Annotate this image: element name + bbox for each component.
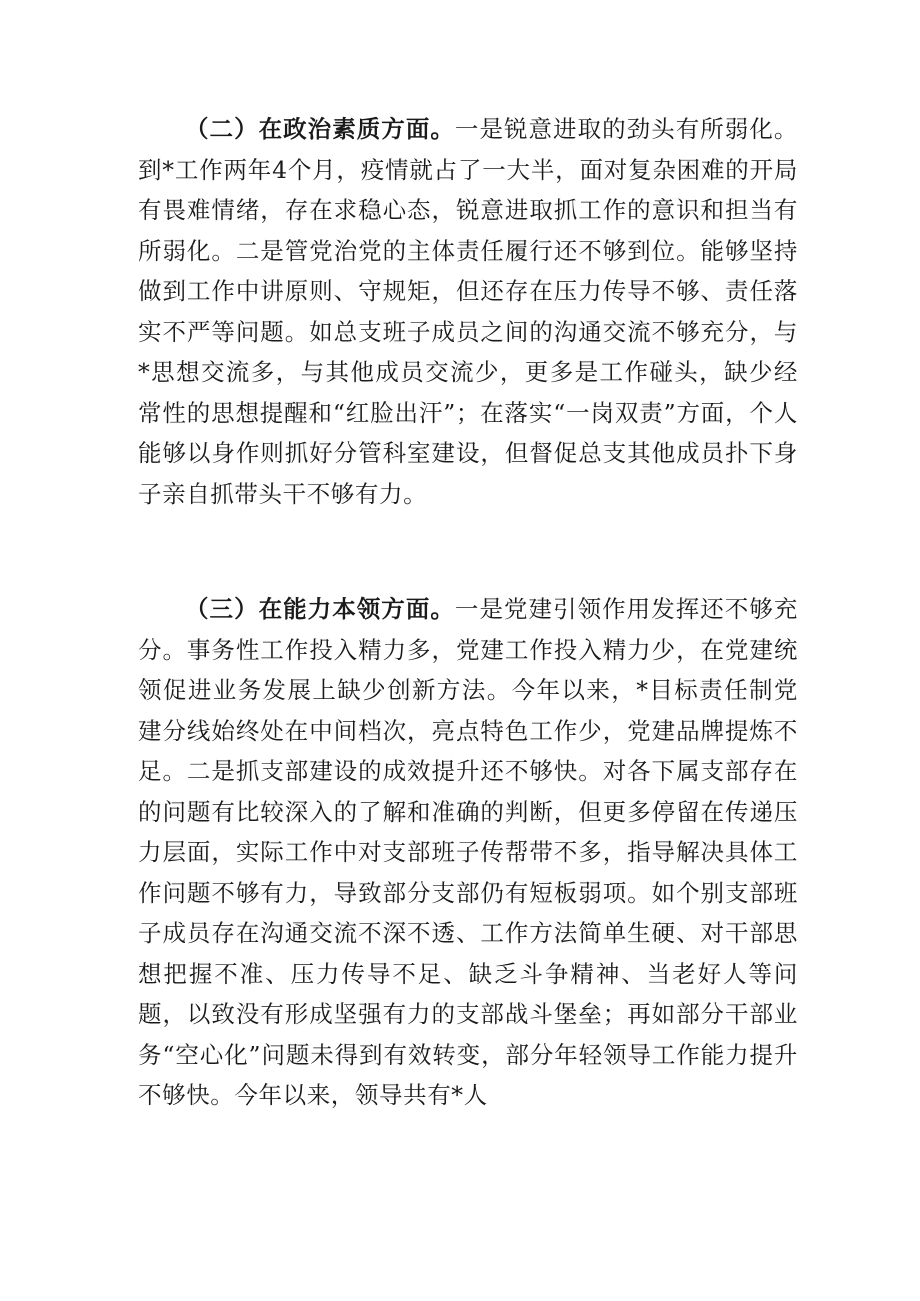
section-heading-political-quality: （二）在政治素质方面。 <box>185 115 455 143</box>
paragraph-political-quality <box>138 109 798 514</box>
paragraph-ability-skills <box>138 589 798 1116</box>
section-heading-ability-skills: （三）在能力本领方面。 <box>185 595 455 623</box>
paragraph-body-political-quality: 一是锐意进取的劲头有所弱化。到*工作两年4个月，疫情就占了一大半，面对复杂困难的开局有畏难情绪，存在求稳心态，锐意进取抓工作的意识和担当有所弱化。二是管党治党的主体责任履行还不够到位。能够坚持做到工作中讲原则、守规矩，但还存在压力传导不够、责任落实不严等问题。如总支班子成员之间的沟通交流不够充分，与*思想交流多，与其他成员交流少，更多是工作碰头，缺少经常性的思想提醒和“红脸出汗”；在落实“一岗双责”方面，个人能够以身作则抓好分管科室建设，但督促总支其他成员扑下身子亲自抓带头干不够有力。 <box>138 115 798 508</box>
paragraph-body-ability-skills: 一是党建引领作用发挥还不够充分。事务性工作投入精力多，党建工作投入精力少，在党建统领促进业务发展上缺少创新方法。今年以来，*目标责任制党建分线始终处在中间档次，亮点特色工作少，党建品牌提炼不足。二是抓支部建设的成效提升还不够快。对各下属支部存在的问题有比较深入的了解和准确的判断，但更多停留在传递压力层面，实际工作中对支部班子传帮带不多，指导解决具体工作问题不够有力，导致部分支部仍有短板弱项。如个别支部班子成员存在沟通交流不深不透、工作方法简单生硬、对干部思想把握不准、压力传导不足、缺乏斗争精神、当老好人等问题，以致没有形成坚强有力的支部战斗堡垒；再如部分干部业务“空心化”问题未得到有效转变，部分年轻领导工作能力提升不够快。今年以来，领导共有*人 <box>138 595 798 1109</box>
